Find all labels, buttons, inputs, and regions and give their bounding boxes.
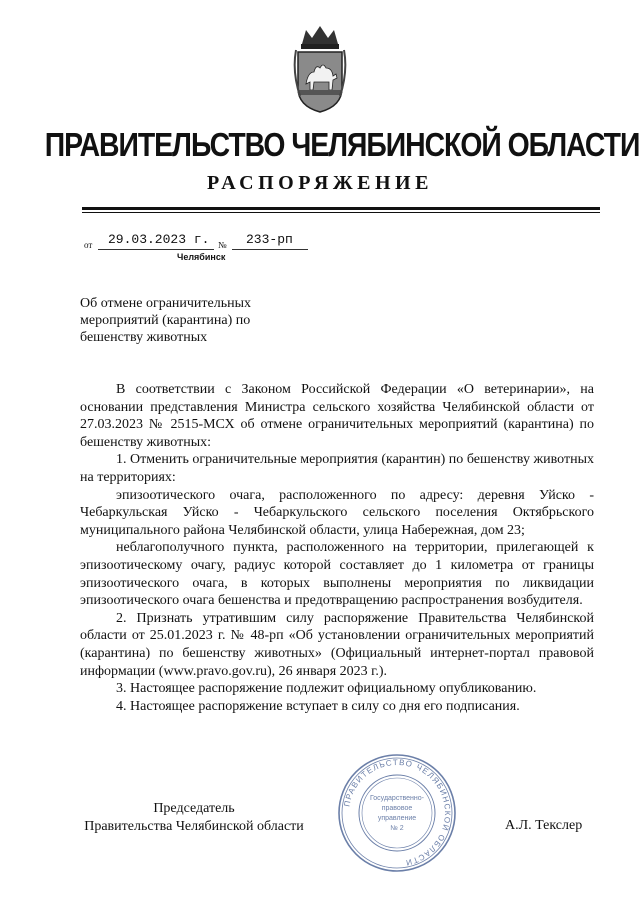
- city-label: Челябинск: [177, 252, 226, 262]
- document-type: РАСПОРЯЖЕНИЕ: [207, 172, 433, 194]
- signer-position-line1: Председатель: [153, 801, 235, 816]
- official-seal-stamp: [336, 752, 458, 874]
- body-paragraph: 1. Отменить ограничительные мероприятия (карантин) по бешенству животных на территориях:: [80, 452, 594, 485]
- signer-position: [74, 800, 314, 836]
- body-paragraph: эпизоотического очага, расположенного по адресу: деревня Уйско - Чебаркульская Уйско - Чебаркульского сельского поселения Октябрьского муниципального района Челябинской области, улица Набережная, дом 23;: [80, 487, 594, 538]
- stamp-center-line4: № 2: [390, 825, 404, 832]
- number-underline: [232, 249, 308, 250]
- document-body: [80, 381, 594, 715]
- body-paragraph: 4. Настоящее распоряжение вступает в силу со дня его подписания.: [116, 698, 520, 714]
- organization-title: ПРАВИТЕЛЬСТВО ЧЕЛЯБИНСКОЙ ОБЛАСТИ: [44, 126, 640, 163]
- header-divider-thick: [82, 207, 600, 210]
- stamp-outer-text: ПРАВИТЕЛЬСТВО ЧЕЛЯБИНСКОЙ ОБЛАСТИ: [342, 757, 453, 868]
- header-divider-thin: [82, 212, 600, 213]
- body-paragraph: В соответствии с Законом Российской Федерации «О ветеринарии», на основании представления Министра сельского хозяйства Челябинской области от 27.03.2023 № 2515-МСХ об отмене ограничительных мероприятий (карантина) по бешенству животных:: [80, 382, 594, 450]
- document-date: 29.03.2023 г.: [108, 232, 210, 247]
- signer-name: А.Л. Текслер: [505, 818, 583, 833]
- signer-position-line2: Правительства Челябинской области: [84, 819, 304, 834]
- body-paragraph: неблагополучного пункта, расположенного на территории, прилегающей к эпизоотическому очагу, радиус которой составляет до 1 километра от границы эпизоотического очага, в которых выполнены мероприятия по ликвидации эпизоотического очага бешенства и предотвращению распространения возбудителя.: [80, 540, 594, 609]
- date-label: от: [84, 240, 93, 250]
- document-number: 233-рп: [246, 232, 293, 247]
- number-label: №: [218, 240, 227, 250]
- date-underline: [98, 249, 214, 250]
- body-paragraph: 3. Настоящее распоряжение подлежит официальному опубликованию.: [116, 681, 537, 697]
- stamp-center-line1: Государственно-: [369, 795, 425, 802]
- stamp-center-line2: правовое: [381, 805, 413, 812]
- body-paragraph: 2. Признать утратившим силу распоряжение Правительства Челябинской области от 25.01.2023 г. № 48-рп «Об установлении ограничительных мероприятий (карантина) по бешенству животных» (Официальный интернет-портал правовой информации (www.pravo.gov.ru), 26 января 2023 г.).: [80, 610, 594, 679]
- stamp-center-line3: управление: [377, 815, 417, 822]
- chelyabinsk-coat-of-arms-icon: [292, 22, 348, 114]
- document-subject: Об отмене ограничительных мероприятий (карантина) по бешенству животных: [80, 296, 252, 345]
- document-details-row: [84, 232, 324, 254]
